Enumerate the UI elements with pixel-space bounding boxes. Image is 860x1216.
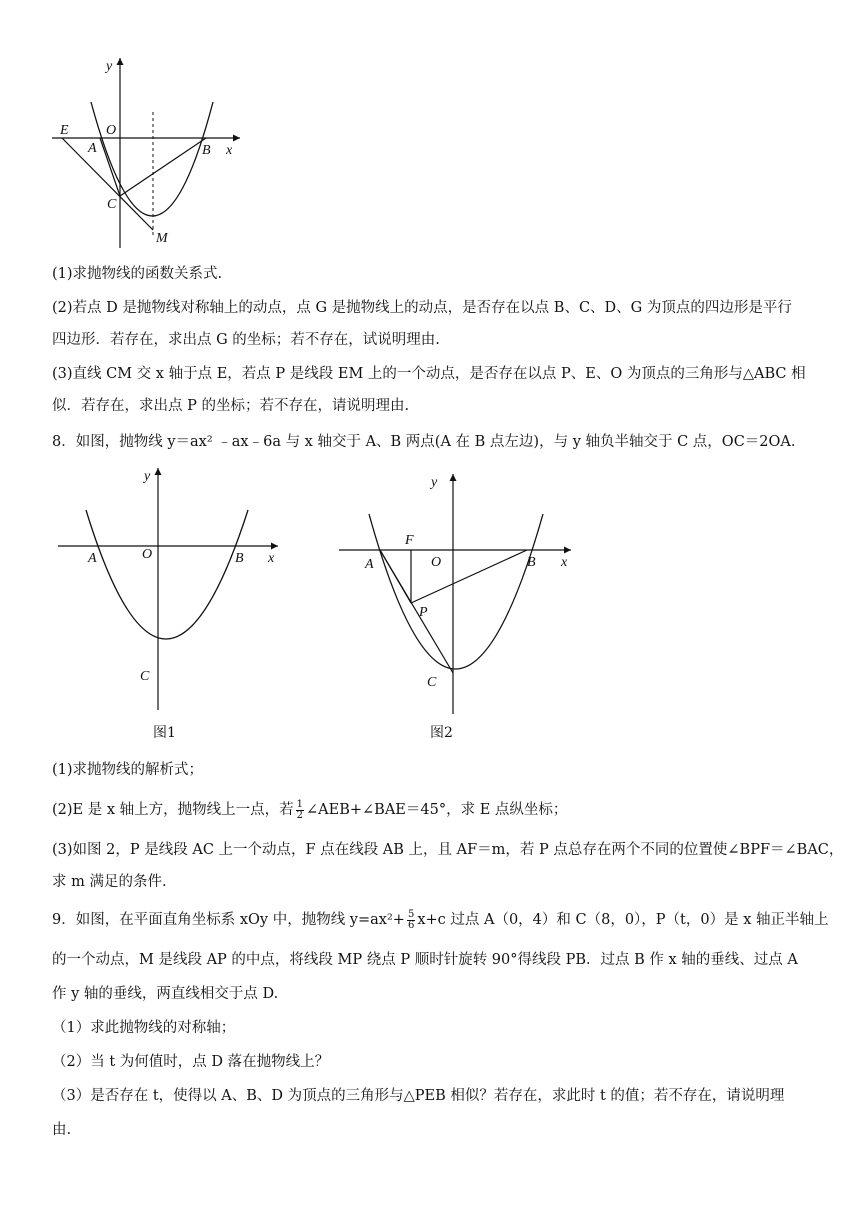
q9-part2: （2）当 t 为何值时，点 D 落在抛物线上？ [52,1054,330,1070]
label-y: y [106,59,113,74]
fraction-five-sixths [407,910,415,931]
q9-part3-line1: （3）是否存在 t，使得以 A、B、D 为顶点的三角形与△PEB 相似？若存在，求此时 t 的值；若不存在，请说明理 [52,1088,785,1104]
label-E: E [60,123,69,138]
figure-q7 [40,50,260,255]
line-BC [120,138,206,196]
label-A: A [88,141,97,156]
figure-q8-1 [52,460,292,720]
label-M: M [156,231,168,246]
q7-part2-line1: (2)若点 D 是抛物线对称轴上的动点，点 G 是抛物线上的动点，是否存在以点 B、C、D、G 为顶点的四边形是平行 [52,300,792,316]
label-C: C [107,197,117,212]
label-O: O [106,123,117,138]
fig2-caption: 图2 [430,725,453,741]
fraction-num: 1 [296,798,304,810]
fraction-half [296,800,304,821]
label-x: x [561,555,568,570]
label-A: A [365,557,374,572]
q9-stem-pre: 9．如图，在平面直角坐标系 xOy 中，抛物线 y=ax²+ [52,912,405,928]
q8-part2-pre: (2)E 是 x 轴上方，抛物线上一点，若 [52,802,294,818]
parabola [369,514,543,669]
q7-part2-line2: 四边形．若存在，求出点 G 的坐标；若不存在，试说明理由. [52,332,440,348]
label-B: B [527,555,536,570]
label-F: F [405,533,414,548]
label-A: A [88,551,97,566]
label-B: B [202,143,211,158]
label-x: x [226,143,233,158]
line-EM [62,138,153,230]
parabola [86,510,248,639]
label-C: C [140,669,150,684]
q9-part3-line2: 由. [52,1122,72,1138]
label-B: B [235,551,244,566]
label-x: x [268,551,275,566]
q7-part3-line2: 似．若存在，求出点 P 的坐标；若不存在，请说明理由. [52,398,410,414]
label-O: O [142,547,153,562]
q9-stem-line2: 的一个动点，M 是线段 AP 的中点，将线段 MP 绕点 P 顺时针旋转 90°得线段 PB．过点 B 作 x 轴的垂线、过点 A [52,952,798,968]
figure-q8-2 [335,470,585,720]
fraction-den: 6 [407,919,415,931]
label-C: C [427,675,437,690]
segment-PB [411,550,527,603]
fraction-den: 2 [296,809,304,821]
label-y: y [144,469,151,484]
q8-part1: (1)求抛物线的解析式； [52,762,204,778]
fraction-num: 5 [407,908,415,920]
q8-part2 [52,796,820,824]
q9-part1: （1）求此抛物线的对称轴； [52,1020,236,1036]
q9-stem-post: x+c 过点 A（0，4）和 C（8，0），P（t，0）是 x 轴正半轴上 [417,912,829,928]
q8-stem: 8．如图，抛物线 y＝ax² ﹣ax﹣6a 与 x 轴交于 A、B 两点(A 在 B 点左边)，与 y 轴负半轴交于 C 点，OC＝2OA. [52,434,796,450]
label-P: P [419,605,428,620]
q8-part2-post: ∠AEB+∠BAE＝45°，求 E 点纵坐标； [306,802,568,818]
fig1-caption: 图1 [153,725,176,741]
label-O: O [431,555,442,570]
q8-part3-line1: (3)如图 2，P 是线段 AC 上一个动点，F 点在线段 AB 上，且 AF＝m，若 P 点总存在两个不同的位置使∠BPF＝∠BAC， [52,842,844,858]
q9-stem-line3: 作 y 轴的垂线，两直线相交于点 D. [52,986,279,1002]
label-y: y [431,475,438,490]
q7-part3-line1: (3)直线 CM 交 x 轴于点 E，若点 P 是线段 EM 上的一个动点，是否存在以点 P、E、O 为顶点的三角形与△ABC 相 [52,366,806,382]
q8-part3-line2: 求 m 满足的条件. [52,874,167,890]
q7-part1: (1)求抛物线的函数关系式. [52,266,223,282]
q9-stem-line1 [52,906,829,934]
